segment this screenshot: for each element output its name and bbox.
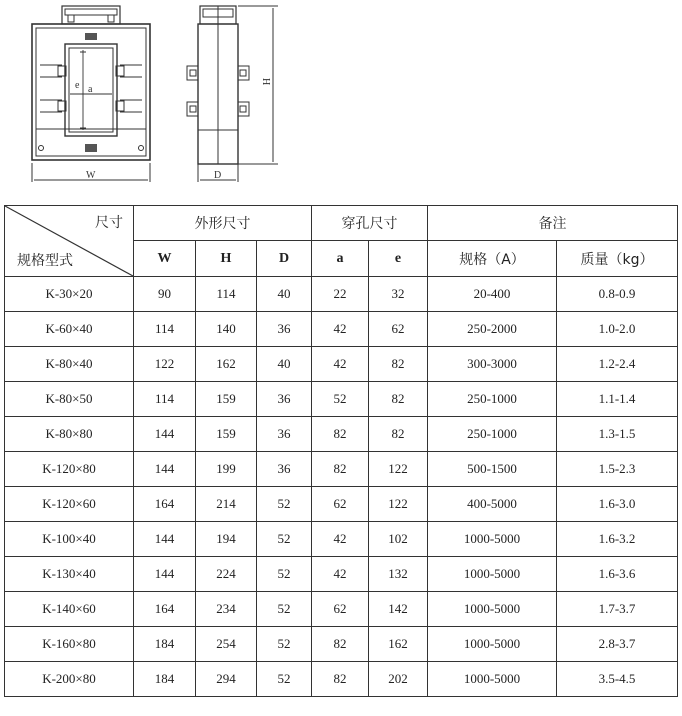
cell-h: 234 <box>196 592 257 627</box>
cell-current: 250-1000 <box>428 417 557 452</box>
cell-model: K-80×80 <box>5 417 134 452</box>
table-row <box>5 312 678 347</box>
technical-drawing <box>0 0 682 200</box>
cell-e: 82 <box>369 417 428 452</box>
cell-h: 114 <box>196 277 257 312</box>
cell-h: 294 <box>196 662 257 697</box>
cell-d: 36 <box>257 452 312 487</box>
cell-w: 184 <box>134 627 196 662</box>
cell-h: 194 <box>196 522 257 557</box>
label-e: e <box>75 80 80 91</box>
cell-current: 400-5000 <box>428 487 557 522</box>
cell-h: 159 <box>196 382 257 417</box>
cell-a: 62 <box>312 592 369 627</box>
side-view <box>187 6 278 182</box>
table-row <box>5 382 678 417</box>
cell-a: 52 <box>312 382 369 417</box>
corner-model-label: 规格型式 <box>17 253 73 269</box>
cell-a: 42 <box>312 347 369 382</box>
cell-e: 82 <box>369 382 428 417</box>
cell-model: K-160×80 <box>5 627 134 662</box>
cell-current: 250-2000 <box>428 312 557 347</box>
cell-d: 52 <box>257 522 312 557</box>
cell-model: K-130×40 <box>5 557 134 592</box>
cell-h: 224 <box>196 557 257 592</box>
label-h: H <box>260 78 271 86</box>
cell-model: K-60×40 <box>5 312 134 347</box>
cell-mass: 1.7-3.7 <box>557 592 678 627</box>
group-hole-dimensions: 穿孔尺寸 <box>312 206 428 241</box>
cell-h: 162 <box>196 347 257 382</box>
cell-w: 164 <box>134 592 196 627</box>
cell-current: 1000-5000 <box>428 557 557 592</box>
table-row <box>5 557 678 592</box>
col-header-current: 规格（A） <box>428 241 557 277</box>
cell-current: 1000-5000 <box>428 522 557 557</box>
cell-w: 122 <box>134 347 196 382</box>
cell-h: 159 <box>196 417 257 452</box>
table-row <box>5 417 678 452</box>
cell-mass: 0.8-0.9 <box>557 277 678 312</box>
cell-mass: 1.1-1.4 <box>557 382 678 417</box>
cell-current: 300-3000 <box>428 347 557 382</box>
cell-current: 1000-5000 <box>428 662 557 697</box>
group-outer-dimensions: 外形尺寸 <box>134 206 312 241</box>
cell-a: 42 <box>312 522 369 557</box>
cell-a: 82 <box>312 417 369 452</box>
cell-mass: 1.6-3.6 <box>557 557 678 592</box>
cell-d: 36 <box>257 312 312 347</box>
cell-d: 40 <box>257 347 312 382</box>
cell-e: 32 <box>369 277 428 312</box>
cell-h: 140 <box>196 312 257 347</box>
cell-h: 214 <box>196 487 257 522</box>
cell-e: 162 <box>369 627 428 662</box>
table-row <box>5 487 678 522</box>
cell-d: 52 <box>257 592 312 627</box>
cell-w: 114 <box>134 312 196 347</box>
cell-model: K-80×40 <box>5 347 134 382</box>
cell-a: 42 <box>312 557 369 592</box>
cell-a: 22 <box>312 277 369 312</box>
table-row <box>5 347 678 382</box>
cell-e: 62 <box>369 312 428 347</box>
cell-a: 82 <box>312 452 369 487</box>
cell-a: 62 <box>312 487 369 522</box>
col-header-d: D <box>257 241 312 277</box>
cell-e: 102 <box>369 522 428 557</box>
cell-e: 82 <box>369 347 428 382</box>
cell-current: 500-1500 <box>428 452 557 487</box>
cell-d: 52 <box>257 557 312 592</box>
cell-d: 52 <box>257 487 312 522</box>
cell-mass: 1.0-2.0 <box>557 312 678 347</box>
cell-w: 144 <box>134 557 196 592</box>
cell-w: 144 <box>134 417 196 452</box>
cell-model: K-30×20 <box>5 277 134 312</box>
table-row <box>5 627 678 662</box>
group-remarks: 备注 <box>428 206 678 241</box>
table-row <box>5 452 678 487</box>
cell-model: K-200×80 <box>5 662 134 697</box>
cell-mass: 1.3-1.5 <box>557 417 678 452</box>
header-row-groups <box>5 206 678 241</box>
cell-a: 82 <box>312 662 369 697</box>
cell-e: 122 <box>369 487 428 522</box>
col-header-a: a <box>312 241 369 277</box>
corner-dimension-label: 尺寸 <box>95 215 123 231</box>
table-row <box>5 522 678 557</box>
cell-model: K-120×60 <box>5 487 134 522</box>
cell-model: K-120×80 <box>5 452 134 487</box>
cell-w: 90 <box>134 277 196 312</box>
cell-model: K-100×40 <box>5 522 134 557</box>
cell-mass: 1.5-2.3 <box>557 452 678 487</box>
cell-model: K-140×60 <box>5 592 134 627</box>
cell-current: 1000-5000 <box>428 592 557 627</box>
col-header-mass: 质量（kg） <box>557 241 678 277</box>
cell-d: 40 <box>257 277 312 312</box>
cell-w: 144 <box>134 522 196 557</box>
cell-h: 199 <box>196 452 257 487</box>
cell-d: 52 <box>257 627 312 662</box>
corner-header <box>5 206 134 277</box>
cell-w: 184 <box>134 662 196 697</box>
cell-w: 164 <box>134 487 196 522</box>
label-w: W <box>86 170 96 181</box>
table-row <box>5 662 678 697</box>
label-d: D <box>214 170 222 181</box>
cell-d: 52 <box>257 662 312 697</box>
cell-e: 132 <box>369 557 428 592</box>
label-a: a <box>88 84 93 95</box>
cell-a: 42 <box>312 312 369 347</box>
cell-a: 82 <box>312 627 369 662</box>
cell-mass: 1.2-2.4 <box>557 347 678 382</box>
cell-current: 20-400 <box>428 277 557 312</box>
cell-h: 254 <box>196 627 257 662</box>
cell-mass: 2.8-3.7 <box>557 627 678 662</box>
cell-w: 114 <box>134 382 196 417</box>
col-header-h: H <box>196 241 257 277</box>
cell-d: 36 <box>257 382 312 417</box>
cell-model: K-80×50 <box>5 382 134 417</box>
cell-mass: 1.6-3.0 <box>557 487 678 522</box>
cell-mass: 1.6-3.2 <box>557 522 678 557</box>
spec-table <box>4 205 678 697</box>
cell-e: 202 <box>369 662 428 697</box>
table-row <box>5 592 678 627</box>
col-header-w: W <box>134 241 196 277</box>
cell-e: 142 <box>369 592 428 627</box>
cell-current: 1000-5000 <box>428 627 557 662</box>
cell-w: 144 <box>134 452 196 487</box>
cell-d: 36 <box>257 417 312 452</box>
col-header-e: e <box>369 241 428 277</box>
cell-e: 122 <box>369 452 428 487</box>
cell-mass: 3.5-4.5 <box>557 662 678 697</box>
cell-current: 250-1000 <box>428 382 557 417</box>
table-row <box>5 277 678 312</box>
